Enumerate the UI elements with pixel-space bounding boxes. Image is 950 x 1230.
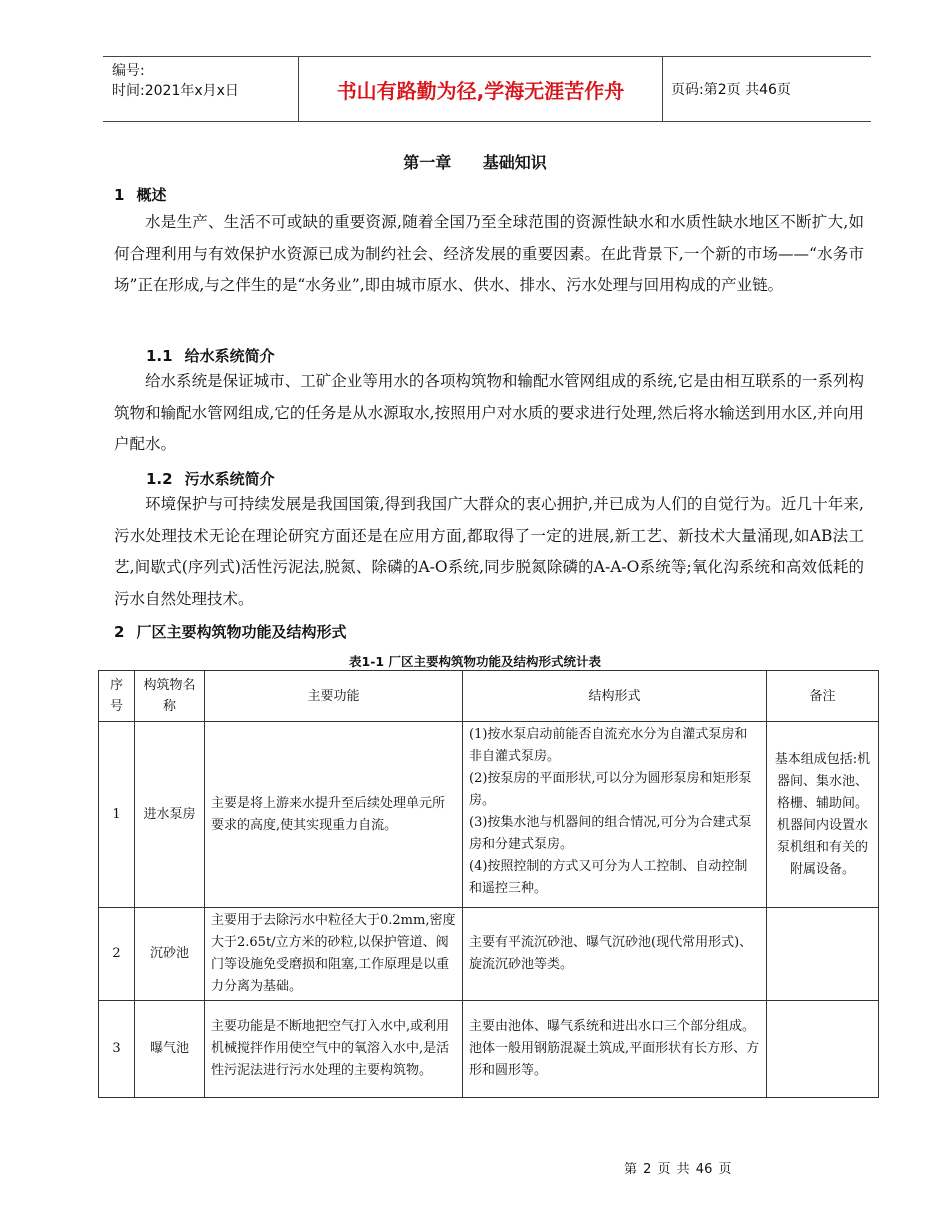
structure-item: (4)按照控制的方式又可分为人工控制、自动控制和遥控三种。 (469, 859, 748, 896)
row-function: 主要是将上游来水提升至后续处理单元所要求的高度,使其实现重力自流。 (205, 722, 463, 908)
chapter-number: 第一章 (403, 153, 452, 172)
table-row (99, 1001, 879, 1098)
section-1-2-heading: 1.2 污水系统简介 (146, 470, 275, 488)
section-1-paragraph: 水是生产、生活不可或缺的重要资源,随着全国乃至全球范围的资源性缺水和水质性缺水地区不断扩大,如何合理利用与有效保护水资源已成为制约社会、经济发展的重要因素。在此背景下,一个新的市场——“水务市场”正在形成,与之伴生的是“水务业”,即由城市原水、供水、排水、污水处理与回用构成的产业链。 (114, 213, 864, 294)
col-header-name: 构筑物名称 (135, 671, 205, 722)
chapter-name: 基础知识 (482, 153, 547, 172)
table-caption: 表1-1 厂区主要构筑物功能及结构形式统计表 (349, 654, 601, 669)
page-footer: 第 2 页 共 46 页 (624, 1162, 732, 1177)
row-name: 沉砂池 (135, 908, 205, 1001)
row-structure: 主要由池体、曝气系统和进出水口三个部分组成。池体一般用钢筋混凝土筑成,平面形状有长方形、方形和圆形等。 (463, 1001, 767, 1098)
structure-item: (3)按集水池与机器间的组合情况,可分为合建式泵房和分建式泵房。 (469, 815, 752, 852)
row-remark: 基本组成包括:机器间、集水池、格栅、辅助间。机器间内设置水泵机组和有关的附属设备。 (767, 722, 879, 908)
section-2-heading: 2 厂区主要构筑物功能及结构形式 (114, 623, 347, 641)
col-header-structure: 结构形式 (463, 671, 767, 722)
section-1-2-paragraph: 环境保护与可持续发展是我国国策,得到我国广大群众的衷心拥护,并已成为人们的自觉行为。近几十年来,污水处理技术无论在理论研究方面还是在应用方面,都取得了一定的进展,新工艺、新技术大量涌现,如AB法工艺,间歇式(序列式)活性污泥法,脱氮、除磷的A-O系统,同步脱氮除磷的A-A-O系统等;氧化沟系统和高效低耗的污水自然处理技术。 (114, 495, 864, 608)
row-no: 1 (99, 722, 135, 908)
section-1-1-paragraph: 给水系统是保证城市、工矿企业等用水的各项构筑物和输配水管网组成的系统,它是由相互联系的一系列构筑物和输配水管网组成,它的任务是从水源取水,按照用户对水质的要求进行处理,然后将水输送到用水区,并向用户配水。 (114, 372, 864, 453)
doc-number-label: 编号: (112, 63, 145, 79)
doc-time-label: 时间:2021年x月x日 (112, 83, 239, 99)
header-meta (103, 57, 299, 121)
row-function: 主要功能是不断地把空气打入水中,或利用机械搅拌作用使空气中的氧溶入水中,是活性污泥法进行污水处理的主要构筑物。 (205, 1001, 463, 1098)
row-remark (767, 908, 879, 1001)
table-row (99, 722, 879, 908)
section-1-1-heading: 1.1 给水系统简介 (146, 347, 275, 365)
row-function: 主要用于去除污水中粒径大于0.2mm,密度大于2.65t/立方米的砂粒,以保护管道、阀门等设施免受磨损和阻塞,工作原理是以重力分离为基础。 (205, 908, 463, 1001)
structures-table (98, 670, 879, 1098)
chapter-title (0, 150, 950, 173)
header-page-label: 页码:第2页 共46页 (671, 82, 791, 98)
table-row (99, 908, 879, 1001)
row-name: 曝气池 (135, 1001, 205, 1098)
row-structure: 主要有平流沉砂池、曝气沉砂池(现代常用形式)、旋流沉砂池等类。 (463, 908, 767, 1001)
row-no: 2 (99, 908, 135, 1001)
structure-item: (2)按泵房的平面形状,可以分为圆形泵房和矩形泵房。 (469, 771, 752, 808)
col-header-function: 主要功能 (205, 671, 463, 722)
col-header-remark: 备注 (767, 671, 879, 722)
row-no: 3 (99, 1001, 135, 1098)
section-1-heading: 1 概述 (114, 186, 167, 204)
page-header (103, 56, 871, 122)
structure-item: (1)按水泵启动前能否自流充水分为自灌式泵房和非自灌式泵房。 (469, 727, 748, 764)
row-remark (767, 1001, 879, 1098)
row-structure (463, 722, 767, 908)
col-header-no: 序号 (99, 671, 135, 722)
row-name: 进水泵房 (135, 722, 205, 908)
table-header-row (99, 671, 879, 722)
header-motto: 书山有路勤为径,学海无涯苦作舟 (299, 57, 663, 121)
